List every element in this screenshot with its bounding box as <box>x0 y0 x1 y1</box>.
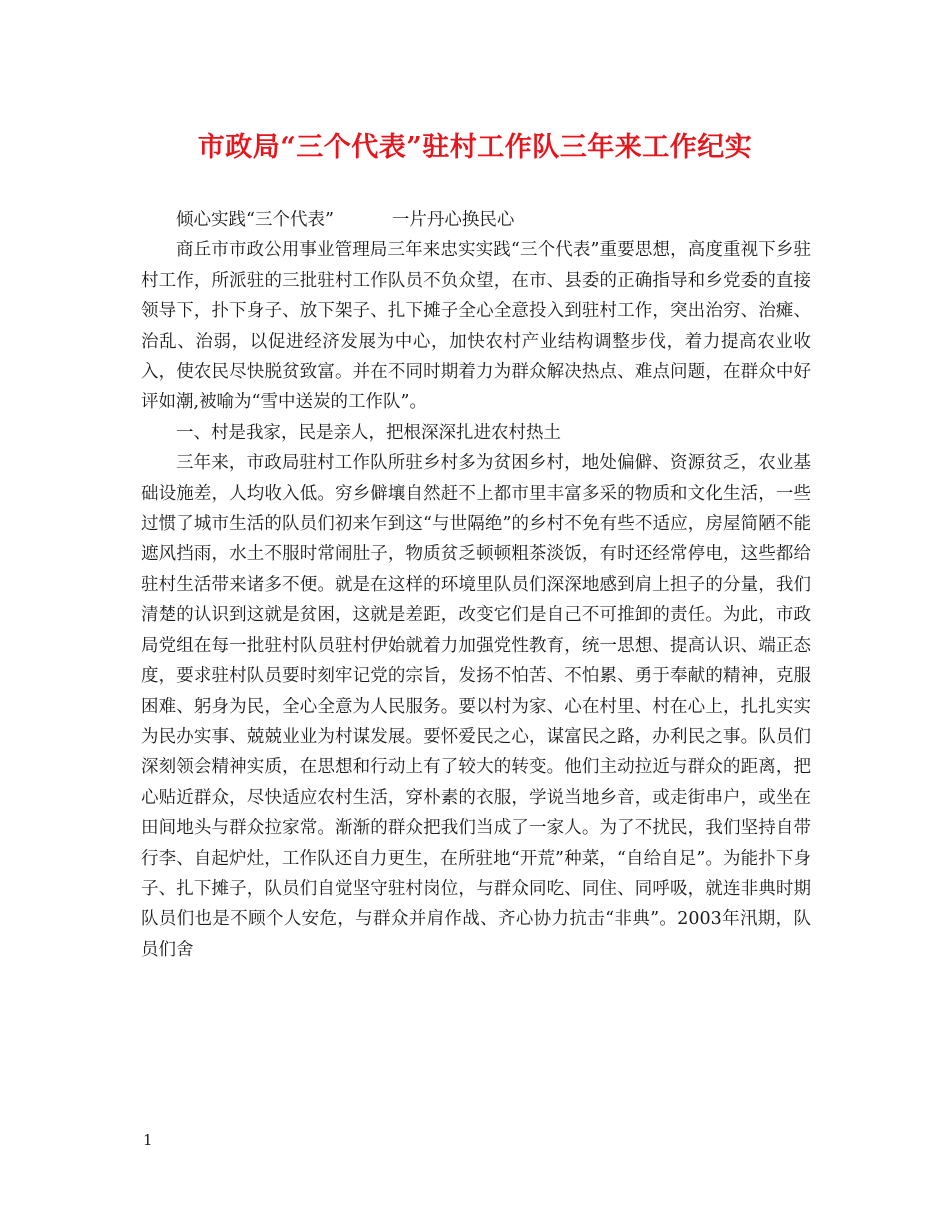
page-number: 1 <box>143 1131 153 1149</box>
subtitle-left: 倾心实践“三个代表” <box>176 210 334 230</box>
section-heading-1: 一、村是我家，民是亲人，把根深深扎进农村热土 <box>176 422 561 443</box>
paragraph-intro: 商丘市市政公用事业管理局三年来忠实实践“三个代表”重要思想，高度重视下乡驻村工作，所派驻的三批驻村工作队员不负众望，在市、县委的正确指导和乡党委的直接领导下，扑下身子、放下架子、扎下摊子全心全意投入到驻村工作，突出治穷、治瘫、治乱、治弱，以促进经济发展为中心，加快农村产业结构调整步伐，着力提高农业收入，使农民尽快脱贫致富。并在不同时期着力为群众解决热点、难点问题，在群众中好评如潮,被喻为“雪中送炭的工作队”。 <box>141 240 811 413</box>
paragraph-section-1: 三年来，市政局驻村工作队所驻乡村多为贫困乡村，地处偏僻、资源贫乏，农业基础设施差，人均收入低。穷乡僻壤自然赶不上都市里丰富多采的物质和文化生活，一些过惯了城市生活的队员们初来乍到这“与世隔绝”的乡村不免有些不适应，房屋简陋不能遮风挡雨，水土不服时常闹肚子，物质贫乏顿顿粗茶淡饭，有时还经常停电，这些都给驻村生活带来诸多不便。就是在这样的环境里队员们深深地感到肩上担子的分量，我们清楚的认识到这就是贫困，这就是差距，改变它们是自己不可推卸的责任。为此，市政局党组在每一批驻村队员驻村伊始就着力加强党性教育，统一思想、提高认识、端正态度，要求驻村队员要时刻牢记党的宗旨，发扬不怕苦、不怕累、勇于奉献的精神，克服困难、躬身为民，全心全意为人民服务。要以村为家、心在村里、村在心上，扎扎实实为民办实事、兢兢业业为村谋发展。要怀爱民之心，谋富民之路，办利民之事。队员们深刻领会精神实质，在思想和行动上有了较大的转变。他们主动拉近与群众的距离，把心贴近群众，尽快适应农村生活，穿朴素的衣服，学说当地乡音，或走街串户，或坐在田间地头与群众拉家常。渐渐的群众把我们当成了一家人。为了不扰民，我们坚持自带行李、自起炉灶，工作队还自力更生，在所驻地“开荒”种菜，“自给自足”。为能扑下身子、扎下摊子，队员们自觉坚守驻村岗位，与群众同吃、同住、同呼吸，就连非典时期队员们也是不顾个人安危，与群众并肩作战、齐心协力抗击“非典”。2003年汛期，队员们舍 <box>141 453 811 960</box>
section-subtitle <box>141 205 811 235</box>
document-body <box>141 205 811 965</box>
subtitle-right: 一片丹心换民心 <box>391 210 515 230</box>
document-title: 市政局“三个代表”驻村工作队三年来工作纪实 <box>197 132 753 163</box>
